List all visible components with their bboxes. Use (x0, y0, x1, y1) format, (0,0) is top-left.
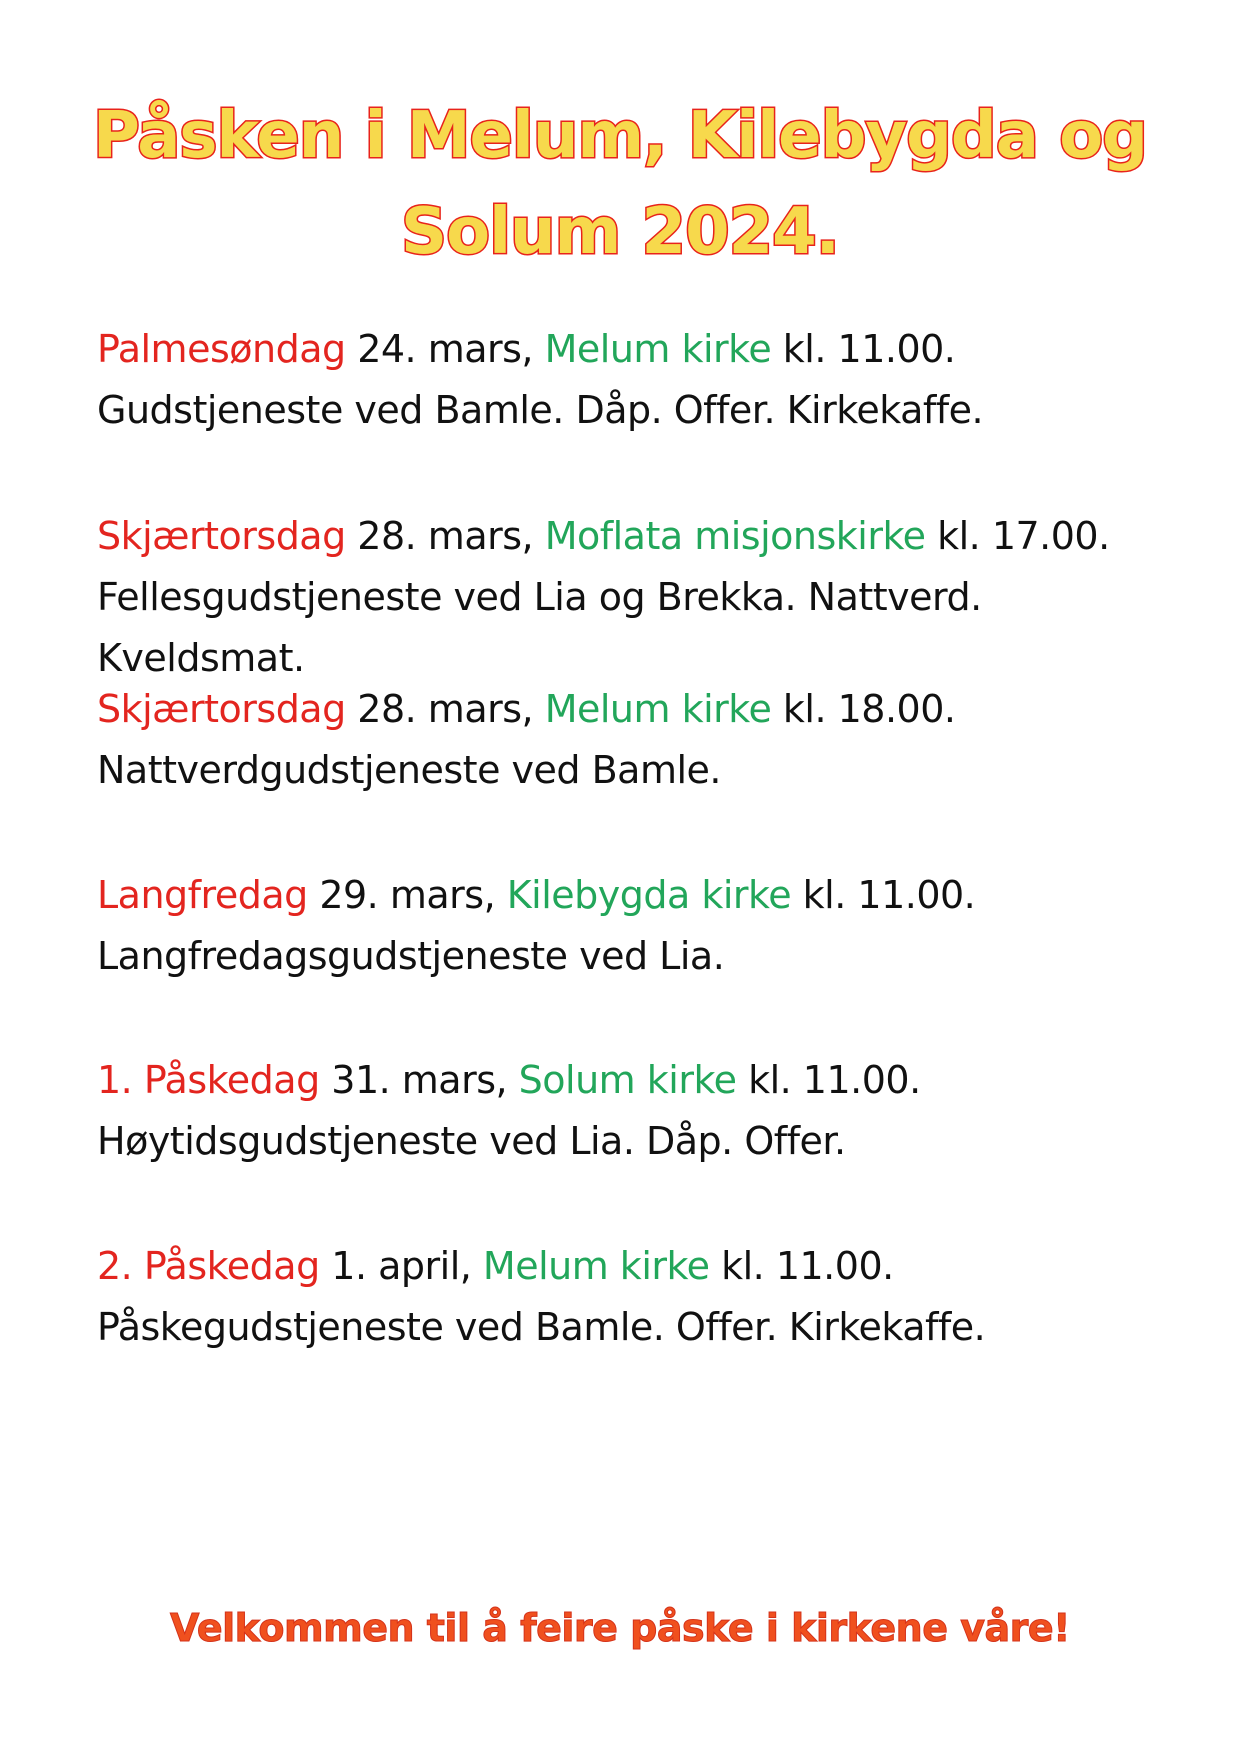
event-skjaertorsdag-melum (97, 679, 1177, 801)
event-venue: Melum kirke (544, 327, 772, 371)
event-description: Kveldsmat. (97, 636, 305, 680)
welcome-message: Velkommen til å feire påske i kirkene våre! (170, 1606, 1070, 1650)
event-description: Gudstjeneste ved Bamle. Dåp. Offer. Kirkekaffe. (97, 388, 984, 432)
event-heading (97, 679, 1177, 740)
event-day: Skjærtorsdag (97, 687, 346, 731)
event-date: 29. mars, (307, 873, 507, 917)
event-date: 28. mars, (345, 514, 545, 558)
page-title (0, 88, 1240, 280)
event-day: 1. Påskedag (97, 1058, 320, 1102)
event-venue: Solum kirke (518, 1058, 737, 1102)
event-time: kl. 11.00. (736, 1058, 921, 1102)
event-time: kl. 17.00. (925, 514, 1110, 558)
event-palmesondag (97, 319, 1177, 441)
event-heading (97, 319, 1177, 380)
event-day: Palmesøndag (97, 327, 346, 371)
event-time: kl. 11.00. (709, 1244, 894, 1288)
event-heading (97, 865, 1177, 926)
event-description: Langfredagsgudstjeneste ved Lia. (97, 934, 725, 978)
event-description: Fellesgudstjeneste ved Lia og Brekka. Nattverd. (97, 575, 982, 619)
event-time: kl. 18.00. (771, 687, 956, 731)
event-langfredag (97, 865, 1177, 987)
event-day: 2. Påskedag (97, 1244, 320, 1288)
event-venue: Kilebygda kirke (506, 873, 792, 917)
event-1-paskedag (97, 1050, 1177, 1172)
event-day: Skjærtorsdag (97, 514, 346, 558)
event-skjaertorsdag-moflata (97, 506, 1177, 689)
page-title-line-2: Solum 2024. (401, 195, 839, 269)
event-heading (97, 1050, 1177, 1111)
event-time: kl. 11.00. (791, 873, 976, 917)
event-venue: Melum kirke (482, 1244, 710, 1288)
page-title-line-1: Påsken i Melum, Kilebygda og (93, 99, 1147, 173)
event-time: kl. 11.00. (771, 327, 956, 371)
event-heading (97, 506, 1177, 567)
event-date: 1. april, (319, 1244, 483, 1288)
event-day: Langfredag (97, 873, 308, 917)
event-date: 28. mars, (345, 687, 545, 731)
event-description: Høytidsgudstjeneste ved Lia. Dåp. Offer. (97, 1119, 846, 1163)
event-description: Nattverdgudstjeneste ved Bamle. (97, 748, 721, 792)
event-venue: Moflata misjonskirke (544, 514, 926, 558)
event-date: 24. mars, (345, 327, 545, 371)
event-description: Påskegudstjeneste ved Bamle. Offer. Kirkekaffe. (97, 1305, 986, 1349)
event-heading (97, 1236, 1177, 1297)
event-date: 31. mars, (319, 1058, 519, 1102)
event-venue: Melum kirke (544, 687, 772, 731)
event-2-paskedag (97, 1236, 1177, 1358)
